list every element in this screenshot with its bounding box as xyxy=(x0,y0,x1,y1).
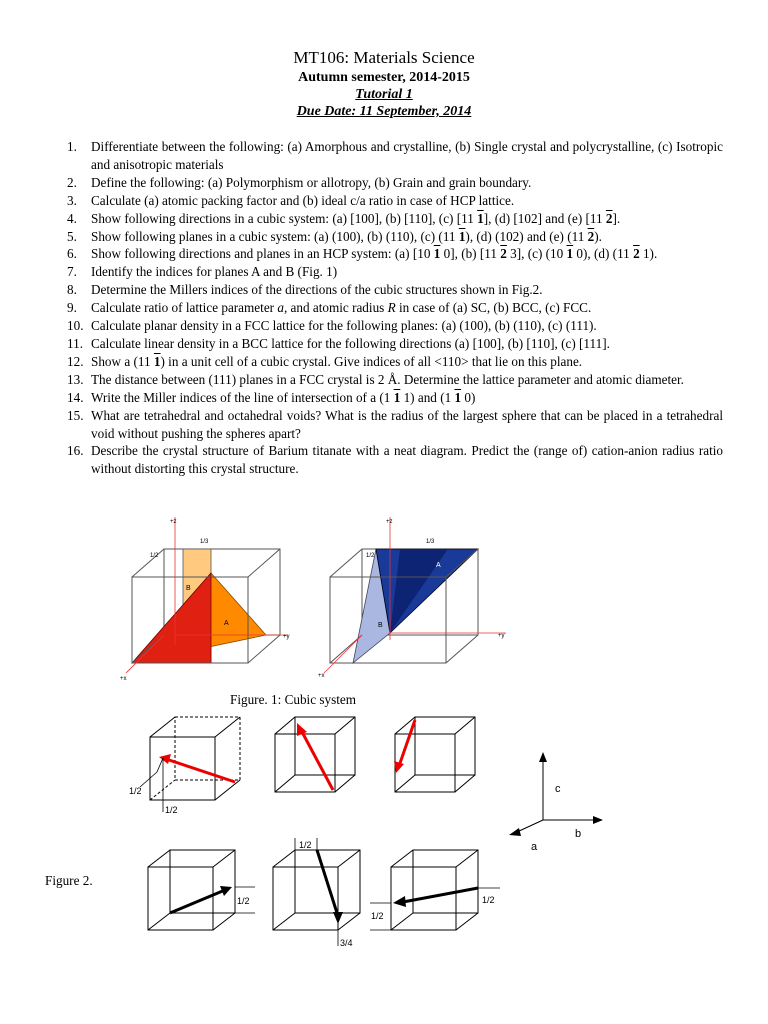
document-header xyxy=(0,47,768,120)
frac-label: 1/3 xyxy=(200,539,209,545)
question-item: 5. Show following planes in a cubic system: (a) (100), (b) (110), (c) (11 1), (d) (102) and (e) (11 2). xyxy=(67,228,602,244)
question-item: 12. Show a (11 1) in a unit cell of a cubic crystal. Give indices of all <110> that lie on this plane. xyxy=(67,353,583,369)
semester: Autumn semester, 2014-2015 xyxy=(298,70,470,85)
question-item: 2. Define the following: (a) Polymorphism or allotropy, (b) Grain and grain boundary. xyxy=(67,174,532,190)
question-item: 6. Show following directions and planes in an HCP system: (a) [10 1 0], (b) [11 2 3], (c) (10 1 0), (d) (11 2 1). xyxy=(67,246,658,262)
plane-b-label: B xyxy=(378,622,383,629)
axis-c-label: c xyxy=(555,783,561,795)
due-date: Due Date: 11 September, 2014 xyxy=(296,104,472,119)
axis-y-label: +y xyxy=(283,634,290,640)
question-item: 14. Write the Miller indices of the line of intersection of a (1 1 1) and (1 1 0) xyxy=(67,389,476,405)
frac-label: 1/2 xyxy=(129,786,142,796)
question-item: 15. What are tetrahedral and octahedral voids? What is the radius of the largest sphere that can be placed in a tetrahedral void without pushing the spheres apart? xyxy=(67,407,723,441)
frac-label: 1/2 xyxy=(237,896,250,906)
plane-a-label: A xyxy=(436,562,441,569)
axis-z-label: +z xyxy=(170,519,177,525)
frac-label: 1/2 xyxy=(482,895,495,905)
figure2-cube-6 xyxy=(365,845,510,950)
question-item: 10. Calculate planar density in a FCC lattice for the following planes: (a) (100), (b) (110), (c) (111). xyxy=(67,318,597,334)
question-item: 7. Identify the indices for planes A and B (Fig. 1) xyxy=(67,264,338,280)
frac-label: 3/4 xyxy=(340,938,353,948)
axis-a-label: a xyxy=(531,841,538,852)
figure2-cube-5 xyxy=(265,838,375,953)
axis-x-label: +x xyxy=(120,676,127,682)
question-item: 11. Calculate linear density in a BCC lattice for the following directions (a) [100], (b) [110], (c) [111]. xyxy=(67,335,610,351)
figure1-cube-left xyxy=(120,515,300,690)
plane-b-label: B xyxy=(186,585,191,592)
frac-label: 1/3 xyxy=(426,539,435,545)
frac-label: 1/2 xyxy=(371,911,384,921)
question-list xyxy=(45,138,723,478)
figure2-cube-4 xyxy=(140,845,270,950)
question-item: 13. The distance between (111) planes in a FCC crystal is 2 Å. Determine the lattice parameter and atomic diameter. xyxy=(67,371,684,387)
question-item: 8. Determine the Millers indices of the directions of the cubic structures shown in Fig.2. xyxy=(67,282,543,298)
tutorial-title: Tutorial 1 xyxy=(355,87,413,102)
figure2-cube-3 xyxy=(385,712,485,812)
figure2-cube-1 xyxy=(125,712,255,822)
figure2-caption: Figure 2. xyxy=(45,873,93,888)
question-item: 4. Show following directions in a cubic system: (a) [100], (b) [110], (c) [11 1], (d) [102] and (e) [11 2]. xyxy=(67,210,621,226)
axis-triad xyxy=(505,752,615,852)
axis-b-label: b xyxy=(575,828,582,840)
plane-a-label: A xyxy=(224,620,229,627)
figure2-cube-2 xyxy=(265,712,365,812)
frac-label: 1/2 xyxy=(366,553,375,559)
question-item: 16. Describe the crystal structure of Barium titanate with a neat diagram. Predict the (range of) cation-anion radius ratio without distorting this crystal structure. xyxy=(67,443,723,477)
question-item: 1. Differentiate between the following: (a) Amorphous and crystalline, (b) Single crystal and polycrystalline, (c) Isotropic and anisotropic materials xyxy=(67,139,723,172)
frac-label: 1/2 xyxy=(299,840,312,850)
question-item: 9. Calculate ratio of lattice parameter a, and atomic radius R in case of (a) SC, (b) BCC, (c) FCC. xyxy=(67,300,592,316)
course-title: MT106: Materials Science xyxy=(293,48,475,67)
question-item: 3. Calculate (a) atomic packing factor and (b) ideal c/a ratio in case of HCP lattice. xyxy=(67,192,515,208)
axis-x-label: +x xyxy=(318,673,325,679)
figure1-cube-right xyxy=(318,515,513,690)
axis-z-label: +z xyxy=(386,519,393,525)
frac-label: 1/2 xyxy=(165,805,178,815)
figure1-caption: Figure. 1: Cubic system xyxy=(230,692,357,707)
frac-label: 1/2 xyxy=(150,553,159,559)
axis-y-label: +y xyxy=(498,633,505,639)
